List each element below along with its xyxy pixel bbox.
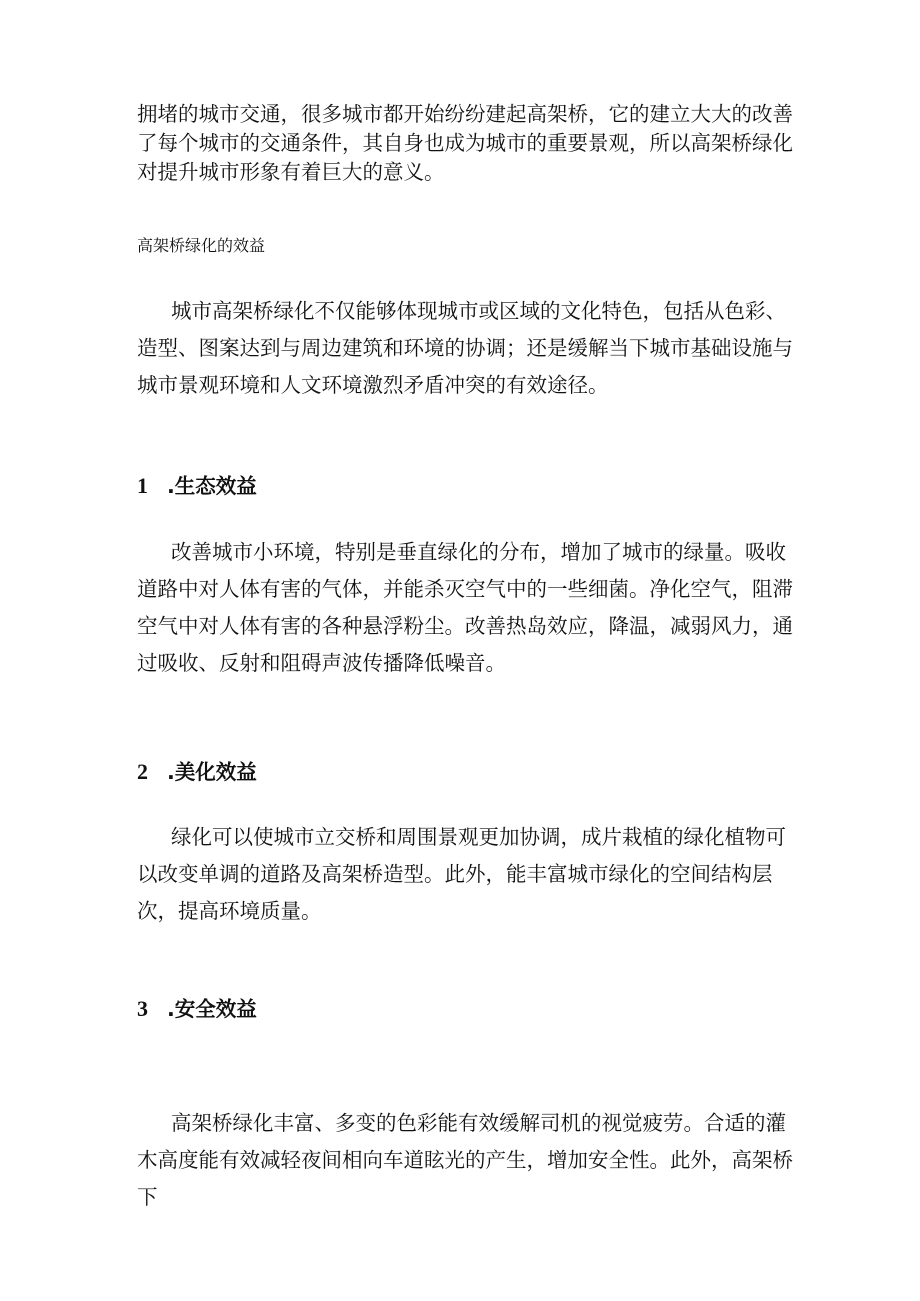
section-heading-1 [137, 473, 797, 499]
section-number: 1 [137, 473, 148, 498]
section-number: 2 [137, 759, 148, 784]
section-heading-2 [137, 759, 797, 785]
intro-paragraph: 拥堵的城市交通，很多城市都开始纷纷建起高架桥，它的建立大大的改善了每个城市的交通条件，其自身也成为城市的重要景观，所以高架桥绿化对提升城市形象有着巨大的意义。 [137, 102, 793, 184]
section-body-2: 绿化可以使城市立交桥和周围景观更加协调，成片栽植的绿化植物可以改变单调的道路及高架桥造型。此外，能丰富城市绿化的空间结构层次，提高环境质量。 [137, 825, 786, 923]
section-title: .生态效益 [167, 474, 257, 498]
section-body-3: 高架桥绿化丰富、多变的色彩能有效缓解司机的视觉疲劳。合适的灌木高度能有效减轻夜间相向车道眩光的产生，增加安全性。此外，高架桥下 [137, 1111, 793, 1209]
section-title: .安全效益 [167, 997, 257, 1021]
section-subheading: 高架桥绿化的效益 [137, 236, 266, 255]
main-paragraph: 城市高架桥绿化不仅能够体现城市或区域的文化特色，包括从色彩、造型、图案达到与周边建筑和环境的协调；还是缓解当下城市基础设施与城市景观环境和人文环境激烈矛盾冲突的有效途径。 [137, 299, 793, 397]
section-number: 3 [137, 996, 148, 1021]
section-body-1: 改善城市小环境，特别是垂直绿化的分布，增加了城市的绿量。吸收道路中对人体有害的气体，并能杀灭空气中的一些细菌。净化空气，阻滞空气中对人体有害的各种悬浮粉尘。改善热岛效应，降温，减弱风力，通过吸收、反射和阻碍声波传播降低噪音。 [137, 540, 793, 675]
section-title: .美化效益 [167, 760, 257, 784]
section-heading-3 [137, 996, 797, 1022]
